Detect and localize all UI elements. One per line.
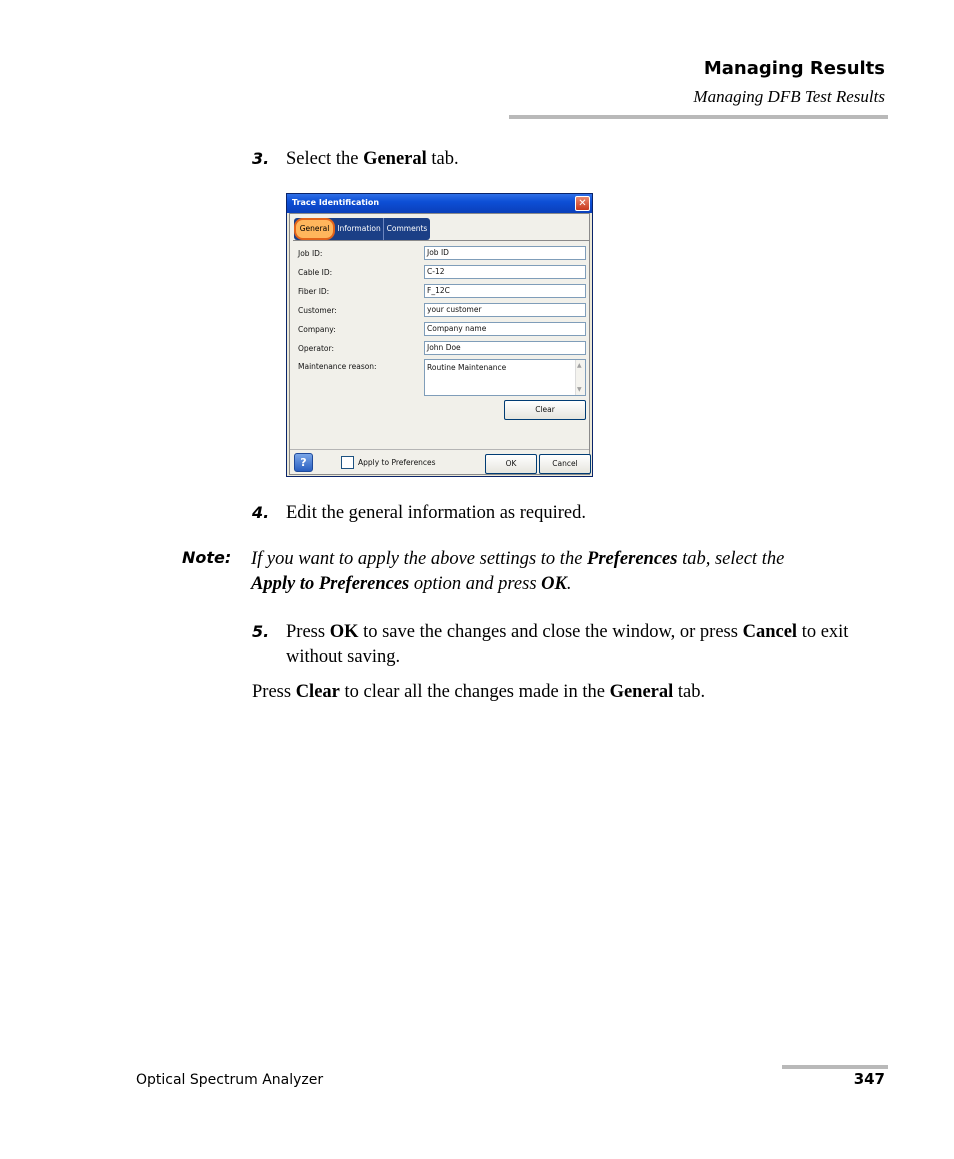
dialog-bottom-bar [290,449,589,475]
clear-b2: General [609,682,674,702]
clear-pre: Press [252,682,296,702]
step-3-number: 3. [252,149,270,168]
step-5-text [286,620,891,670]
company-label: Company: [298,325,336,334]
step-5-number: 5. [252,622,270,641]
clear-mid: to clear all the changes made in the [339,682,610,702]
dialog-title: Trace Identification [292,198,380,207]
step-5-mid: to save the changes and close the window, or press [358,622,743,642]
footer-rule [782,1065,888,1069]
scroll-down-icon[interactable]: ▼ [577,386,582,393]
cable-id-field[interactable]: C-12 [424,265,586,279]
step-5-b2: Cancel [742,622,798,642]
dialog-titlebar [287,194,592,213]
note-t2: tab, select the [677,549,785,569]
step-5-b1: OK [329,622,359,642]
fiber-id-label: Fiber ID: [298,287,330,296]
operator-field[interactable]: John Doe [424,341,586,355]
header-rule [509,115,888,119]
tab-general[interactable]: General [294,218,335,240]
tab-comments[interactable]: Comments [386,224,428,233]
cable-id-label: Cable ID: [298,268,333,277]
footer-product: Optical Spectrum Analyzer [136,1072,324,1088]
job-id-field[interactable]: Job ID [424,246,586,260]
page-number: 347 [853,1070,885,1088]
scrollbar[interactable] [575,360,585,395]
trace-identification-dialog [286,193,593,477]
step-3-post: tab. [426,149,459,169]
section-subtitle: Managing DFB Test Results [693,87,885,106]
cancel-button[interactable]: Cancel [539,454,591,474]
step-4-text: Edit the general information as required. [286,503,587,523]
step-5-post: to exit without saving. [286,622,849,667]
fiber-id-field[interactable]: F_12C [424,284,586,298]
note-label: Note: [182,548,232,567]
apply-to-preferences-checkbox[interactable] [341,456,354,469]
apply-to-preferences-label: Apply to Preferences [358,458,436,467]
customer-label: Customer: [298,306,337,315]
operator-label: Operator: [298,344,334,353]
clear-post: tab. [673,682,706,702]
tab-bar [294,218,430,240]
scroll-up-icon[interactable]: ▲ [577,362,582,369]
dialog-body [289,213,590,475]
note-b3: OK [541,574,567,594]
note-b1: Preferences [587,549,678,569]
note-t4: . [566,574,572,594]
ok-button[interactable]: OK [485,454,537,474]
tab-divider [293,240,589,241]
close-icon[interactable]: ✕ [575,196,590,211]
step-5-pre: Press [286,622,330,642]
step-3-bold: General [363,149,427,169]
step-3-pre: Select the [286,149,364,169]
job-id-label: Job ID: [298,249,323,258]
chapter-title: Managing Results [703,58,885,79]
note-b2: Apply to Preferences [251,574,410,594]
note-t3: option and press [409,574,542,594]
tab-information[interactable]: Information [335,218,384,240]
note-text [251,547,891,597]
clear-button[interactable]: Clear [504,400,586,420]
clear-b1: Clear [295,682,340,702]
customer-field[interactable]: your customer [424,303,586,317]
note-t1: If you want to apply the above settings to the [251,549,588,569]
help-icon[interactable]: ? [294,453,313,472]
step-4-number: 4. [252,503,270,522]
step-3-text [286,147,459,172]
clear-paragraph [252,680,705,705]
maintenance-reason-label: Maintenance reason: [298,362,377,371]
maintenance-reason-field[interactable] [424,359,586,396]
maintenance-reason-value: Routine Maintenance [427,363,507,372]
company-field[interactable]: Company name [424,322,586,336]
